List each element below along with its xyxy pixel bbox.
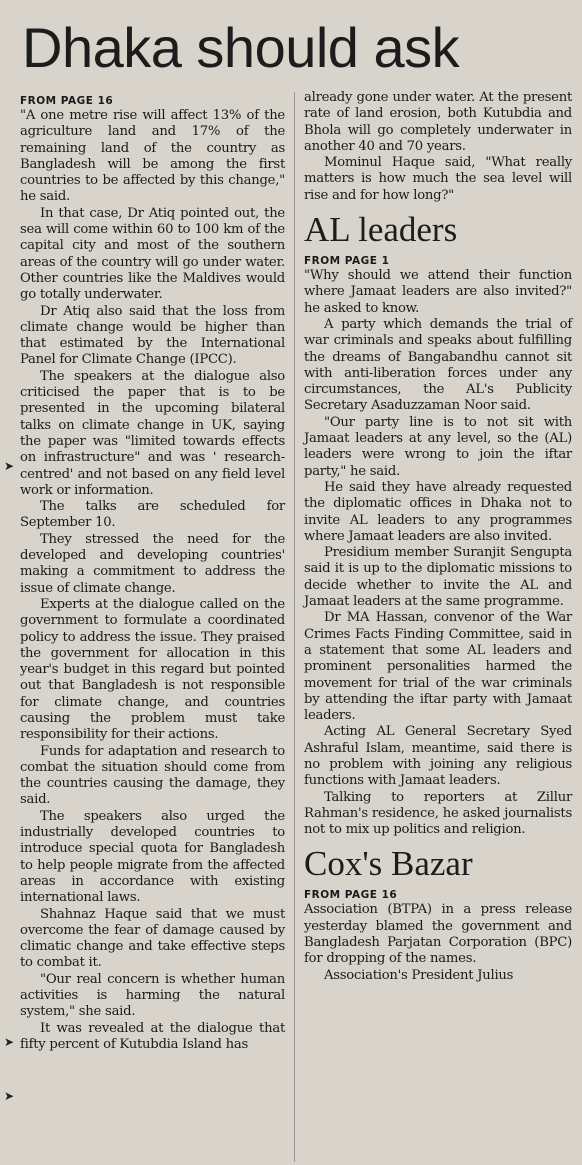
from-page-label: FROM PAGE 16 <box>20 95 114 107</box>
paragraph: Shahnaz Haque said that we must overcome the fear of damage caused by climatic change and take effective steps to combat it. <box>20 906 285 971</box>
margin-mark: ➤ <box>4 1089 15 1103</box>
paragraph: Acting AL General Secretary Syed Ashraful Islam, meantime, said there is no problem with joining any religious functions with Jamaat leaders. <box>304 724 572 789</box>
from-page-label: FROM PAGE 1 <box>304 255 390 268</box>
paragraph: Association (BTPA) in a press release yesterday blamed the government and Bangladesh Parjatan Corporation (BPC) for dropping of the names. <box>304 902 572 967</box>
paragraph: The talks are scheduled for September 10. <box>20 499 285 531</box>
paragraph: Experts at the dialogue called on the government to formulate a coordinated policy to address the issue. They praised the government for allocation in this year's budget in this regard but pointed out that Bangladesh is not responsible for climate change, and countries causing the problem must take responsibility for their actions. <box>20 596 285 743</box>
margin-mark: ➤ <box>4 459 15 473</box>
paragraph: It was revealed at the dialogue that fifty percent of Kutubdia Island has <box>20 1020 285 1052</box>
paragraph: "Why should we attend their function where Jamaat leaders are also invited?" he asked to know. <box>304 268 572 316</box>
paragraph: A party which demands the trial of war criminals and speaks about fulfilling the dreams of Bangabandhu cannot sit with anti-liberation forces under any circumstances, the AL's Publicity Secretary Asaduzzaman Noor said. <box>304 316 572 414</box>
paragraph: He said they have already requested the diplomatic offices in Dhaka not to invite AL leaders to any programmes where Jamaat leaders are also invited. <box>304 479 572 544</box>
paragraph: Association's President Julius <box>324 967 514 983</box>
left-column <box>20 94 285 1053</box>
paragraph: Talking to reporters at Zillur Rahman's residence, he asked journalists not to mix up politics and religion. <box>304 789 572 838</box>
paragraph: "A one metre rise will affect 13% of the agriculture land and 17% of the remaining land of the country as Bangladesh will be among the first countries to be affected by this change," he said. <box>20 108 285 205</box>
paragraph: "Our real concern is whether human activities is harming the natural system," she said. <box>20 971 285 1020</box>
margin-mark: ➤ <box>4 1035 15 1049</box>
section-heading-al-leaders: AL leaders <box>304 210 458 250</box>
from-page-label: FROM PAGE 16 <box>304 889 398 902</box>
section-heading-coxs-bazar: Cox's Bazar <box>304 844 473 884</box>
paragraph: In that case, Dr Atiq pointed out, the sea will come within 60 to 100 km of the capital city and most of the southern areas of the country will go under water. Other countries like the Maldives would go totally underwater. <box>20 205 285 303</box>
paragraph: Mominul Haque said, "What really matters is how much the sea level will rise and for how long?" <box>304 155 572 203</box>
paragraph: "Our party line is to not sit with Jamaat leaders at any level, so the (AL) leaders were wrong to join the iftar party," he said. <box>304 414 572 479</box>
paragraph: Dr MA Hassan, convenor of the War Crimes Facts Finding Committee, said in a statement that some AL leaders and prominent personalities harmed the movement for trial of the war criminals by attending the iftar party with Jamaat leaders. <box>304 610 572 724</box>
paragraph: Dr Atiq also said that the loss from climate change would be higher than that estimated by the International Panel for Climate Change (IPCC). <box>20 303 285 368</box>
right-column <box>304 90 572 984</box>
headline: Dhaka should ask <box>22 16 460 79</box>
paragraph: Presidium member Suranjit Sengupta said it is up to the diplomatic missions to decide whether to invite the AL and Jamaat leaders at the same programme. <box>304 545 572 610</box>
paragraph: They stressed the need for the developed and developing countries' making a commitment to address the issue of climate change. <box>20 531 285 596</box>
column-divider <box>294 92 295 1162</box>
paragraph: The speakers also urged the industrially developed countries to introduce special quota for Bangladesh to help people migrate from the affected areas in accordance with existing international laws. <box>20 808 285 906</box>
paragraph: already gone under water. At the present rate of land erosion, both Kutubdia and Bhola will go completely underwater in another 40 and 70 years. <box>304 90 572 154</box>
paragraph: The speakers at the dialogue also criticised the paper that is to be presented in the upcoming bilateral talks on climate change in UK, saying the paper was "limited towards effects on infrastructure" and was ' research-centred' and not based on any field level work or information. <box>20 368 285 498</box>
paragraph: Funds for adaptation and research to combat the situation should come from the countries causing the damage, they said. <box>20 743 285 808</box>
